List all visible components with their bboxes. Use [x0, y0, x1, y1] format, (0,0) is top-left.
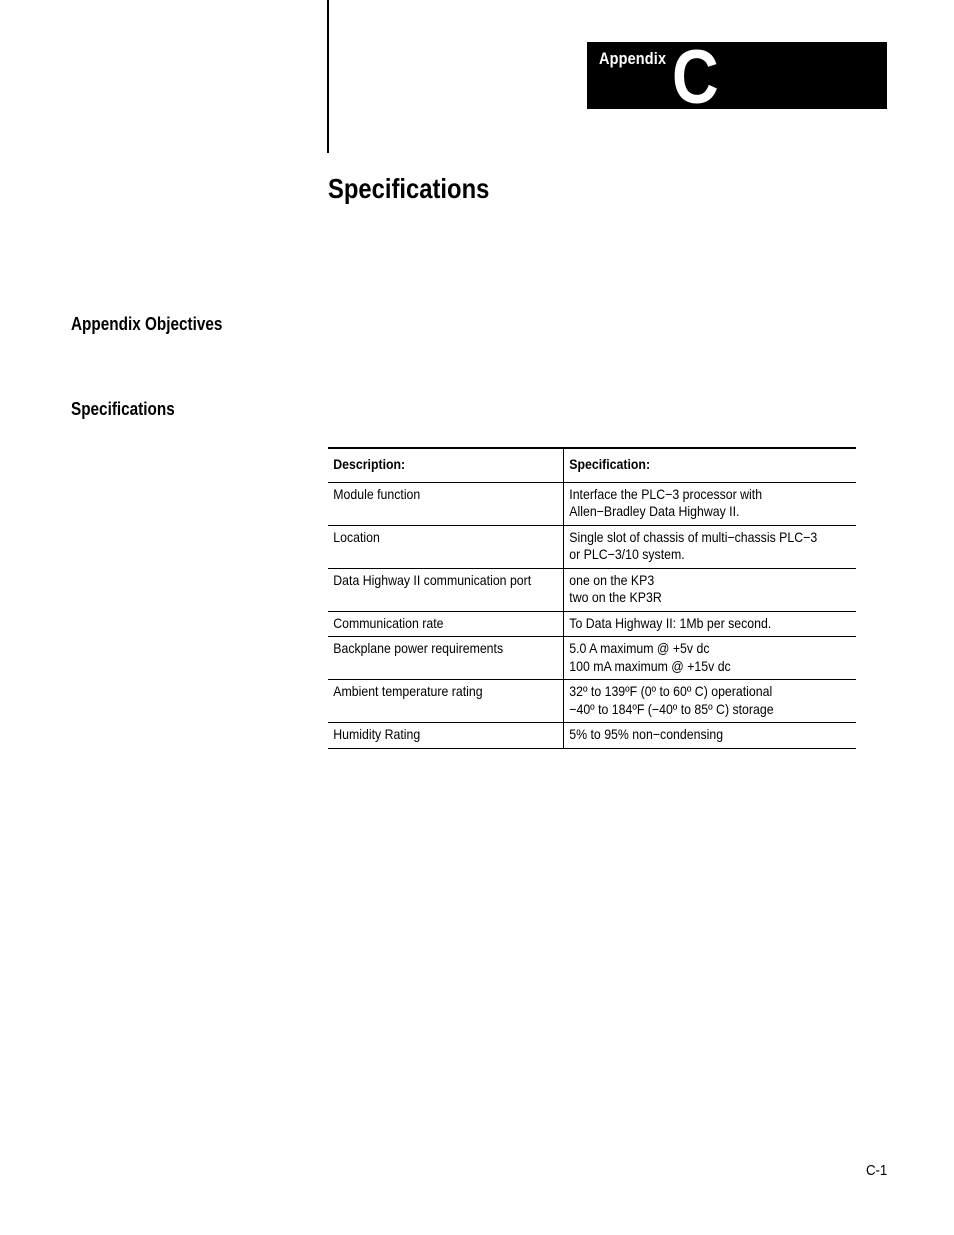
description-cell: Communication rate [328, 611, 563, 637]
specification-column-header: Specification: [569, 456, 650, 472]
specification-cell: Single slot of chassis of multi−chassis PLC−3 or PLC−3/10 system. [569, 528, 818, 562]
specification-cell: 5.0 A maximum @ +5v dc 100 mA maximum @ +15v dc [569, 640, 731, 674]
table-row [328, 637, 856, 680]
description-cell: Ambient temperature rating [328, 680, 563, 723]
table-row [328, 611, 856, 637]
appendix-tab [587, 42, 887, 109]
description-cell: Backplane power requirements [328, 637, 563, 680]
table-header-row [328, 448, 856, 482]
description-column-header: Description: [328, 448, 563, 482]
table-row [328, 482, 856, 525]
specification-cell: Interface the PLC−3 processor with Allen−Bradley Data Highway II. [569, 485, 762, 519]
page-title: Specifications [328, 173, 490, 204]
specification-cell: 32º to 139ºF (0º to 60º C) operational −40º to 184ºF (−40º to 85º C) storage [569, 683, 774, 717]
page-number: C-1 [866, 1162, 888, 1179]
specification-cell: one on the KP3 two on the KP3R [569, 571, 662, 605]
specifications-table [328, 447, 856, 749]
appendix-label: Appendix [599, 49, 667, 68]
table-row [328, 525, 856, 568]
table-row [328, 723, 856, 749]
description-cell: Module function [328, 482, 563, 525]
table-row [328, 568, 856, 611]
specification-cell: To Data Highway II: 1Mb per second. [569, 614, 772, 631]
specifications-heading: Specifications [71, 399, 175, 419]
table-row [328, 680, 856, 723]
specification-cell: 5% to 95% non−condensing [569, 726, 723, 742]
appendix-objectives-heading: Appendix Objectives [71, 314, 223, 334]
appendix-letter: C [672, 42, 719, 109]
header-vertical-rule [327, 0, 329, 153]
description-cell: Humidity Rating [328, 723, 563, 749]
description-cell: Data Highway II communication port [328, 568, 563, 611]
description-cell: Location [328, 525, 563, 568]
